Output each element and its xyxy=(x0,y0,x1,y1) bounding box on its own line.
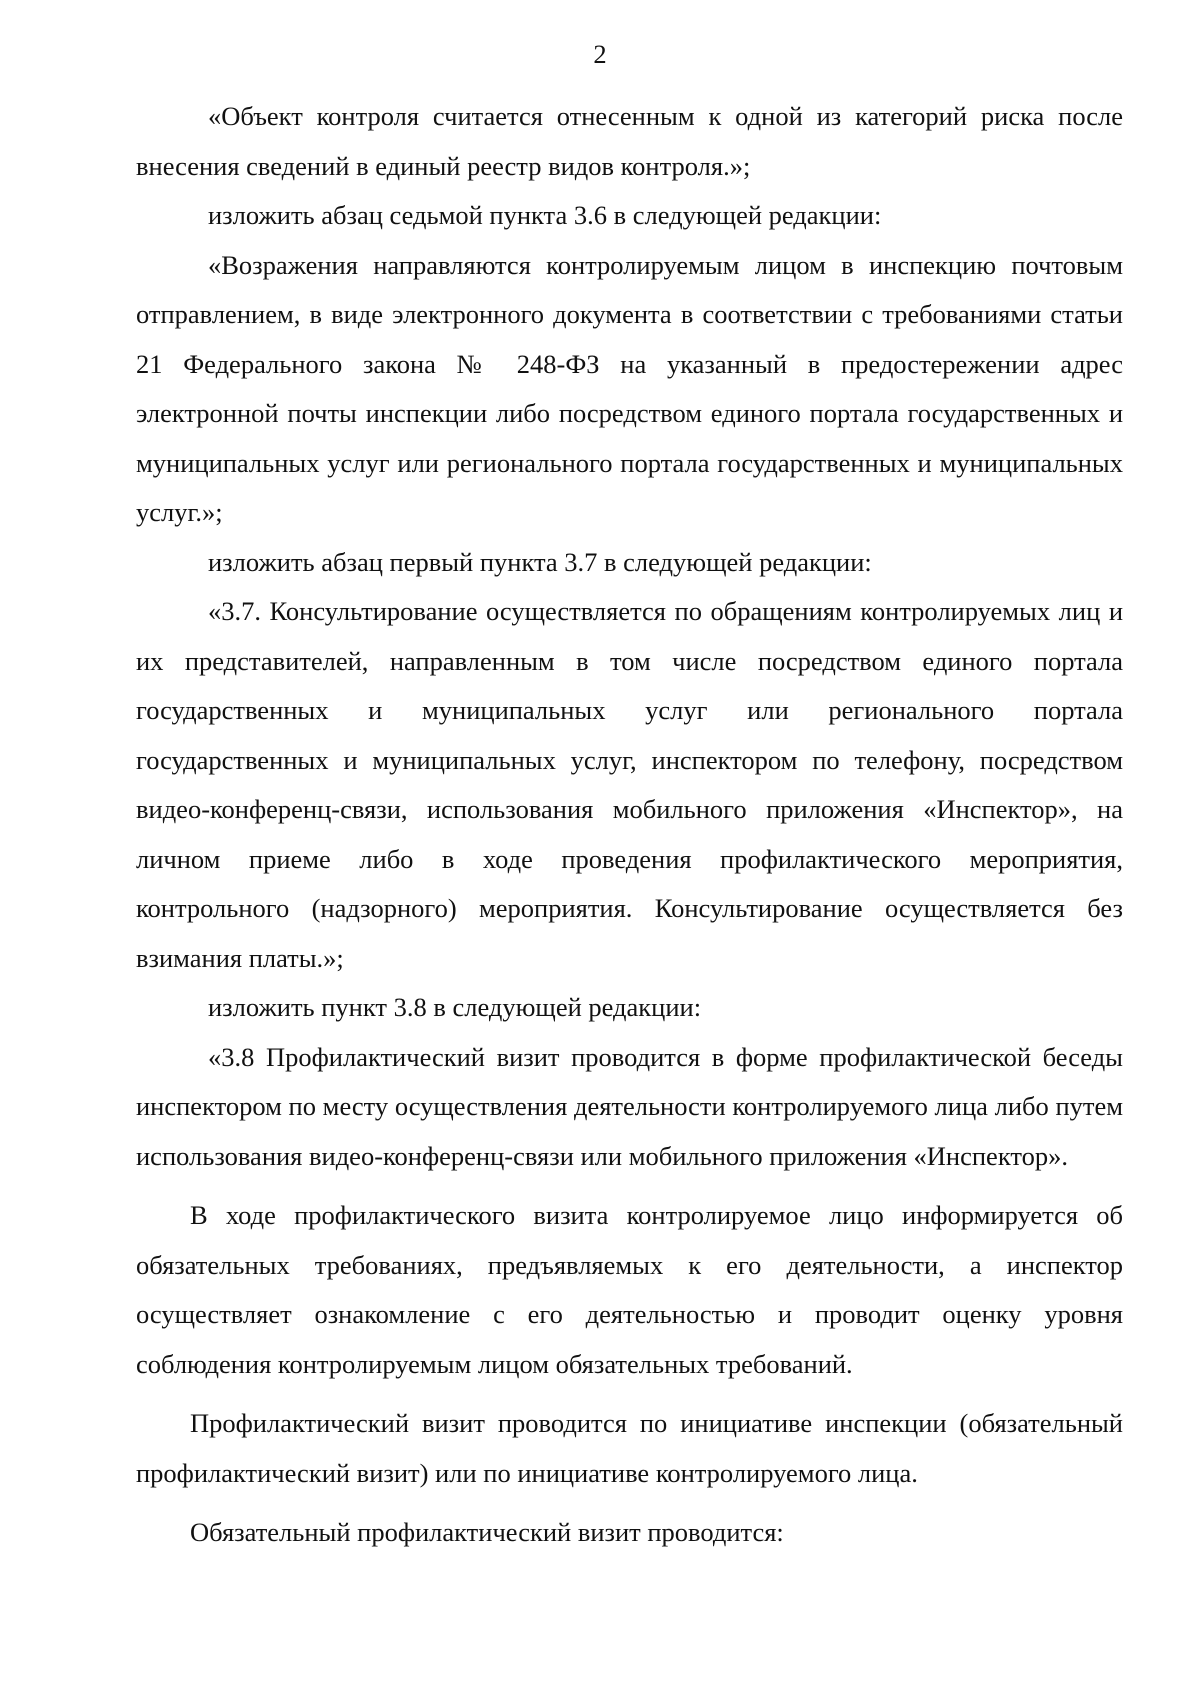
paragraph-visit-course: В ходе профилактического визита контролируемое лицо информируется об обязательных требованиях, предъявляемых к его деятельности, а инспектор осуществляет ознакомление с его деятельностью и проводит оценку уровня соблюдения контролируемым лицом обязательных требований. xyxy=(136,1200,1123,1379)
paragraph-preventive-visit: «3.8 Профилактический визит проводится в форме профилактической беседы инспектором по месту осуществления деятельности контролируемого лица либо путем использования видео-конференц-связи или мобильного приложения «Инспектор». xyxy=(136,1041,1123,1171)
paragraph-consulting: «3.7. Консультирование осуществляется по обращениям контролируемых лиц и их представителей, направленным в том числе посредством единого портала государственных и муниципальных услуг или регионального портала государственных и муниципальных услуг, инспектором по телефону, посредством видео-конференц-связи, использования мобильного приложения «Инспектор», на личном приеме либо в ходе проведения профилактического мероприятия, контрольного (надзорного) мероприятия. Консультирование осуществляется без взимания платы.»; xyxy=(136,596,1123,973)
paragraph-amend-3-7: изложить абзац первый пункта 3.7 в следующей редакции: xyxy=(208,546,872,577)
paragraph-category-risk: «Объект контроля считается отнесенным к одной из категорий риска после внесения сведений в единый реестр видов контроля.»; xyxy=(136,101,1123,181)
page-number: 2 xyxy=(593,39,607,69)
paragraph-amend-3-8: изложить пункт 3.8 в следующей редакции: xyxy=(208,992,702,1022)
paragraph-objections: «Возражения направляются контролируемым лицом в инспекцию почтовым отправлением, в виде электронного документа в соответствии с требованиями статьи 21 Федерального закона № 248-ФЗ на указанный в предостережении адрес электронной почты инспекции либо посредством единого портала государственных и муниципальных услуг или регионального портала государственных и муниципальных услуг.»; xyxy=(136,249,1123,527)
document-body xyxy=(136,92,1123,1558)
paragraph-amend-3-6: изложить абзац седьмой пункта 3.6 в следующей редакции: xyxy=(208,200,882,230)
paragraph-visit-initiative: Профилактический визит проводится по инициативе инспекции (обязательный профилактический визит) или по инициативе контролируемого лица. xyxy=(136,1408,1123,1488)
paragraph-mandatory-visit: Обязательный профилактический визит проводится: xyxy=(190,1517,784,1547)
